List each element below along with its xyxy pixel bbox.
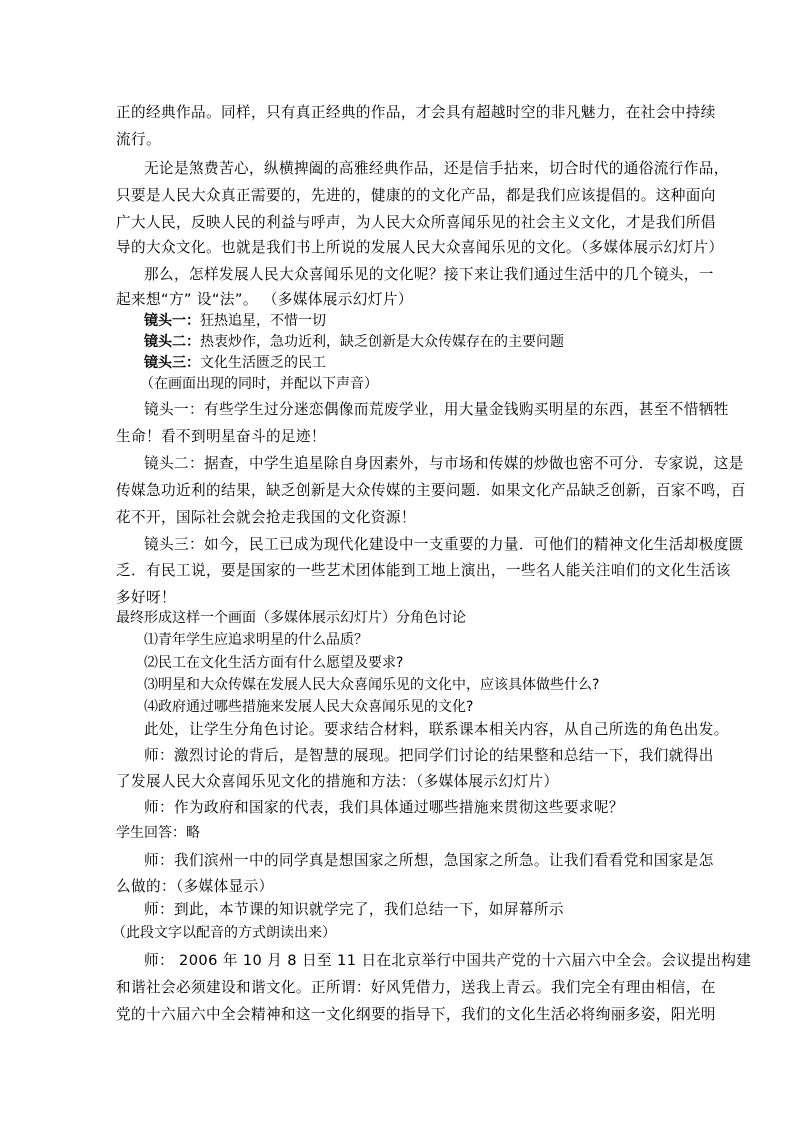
paragraph-line: 正的经典作品。同样，只有真正经典的作品，才会具有超越时空的非凡魅力，在社会中持续 (116, 104, 716, 121)
paragraph-line: 导的大众文化。也就是我们书上所说的发展人民大众喜闻乐见的文化。（多媒体展示幻灯片） (116, 239, 724, 256)
paragraph-line: 无论是煞费苦心，纵横捭阖的高雅经典作品，还是信手拈来，切合时代的通俗流行作品， (144, 160, 729, 177)
scene-item (144, 311, 326, 331)
question-item: ⑵民工在文化生活方面有什么愿望及要求? (144, 655, 404, 671)
paragraph-line: 学生回答：略 (116, 825, 200, 841)
scene-item (144, 332, 564, 352)
paragraph-line: 镜头二：据查，中学生追星除自身因素外，与市场和传媒的炒做也密不可分．专家说，这是 (144, 455, 744, 472)
paragraph-line: 镜头三：如今，民工已成为现代化建设中一支重要的力量．可他们的精神文化生活却极度匮 (144, 536, 744, 553)
paragraph-line: 师：到此，本节课的知识就学完了，我们总结一下，如屏幕所示 (144, 901, 564, 918)
paragraph-line: 只要是人民大众真正需要的，先进的，健康的的文化产品，都是我们应该提倡的。这种面向 (116, 187, 716, 204)
paragraph-line: 师：激烈讨论的背后，是智慧的展现。把同学们讨论的结果整和总结一下，我们就得出 (144, 747, 714, 764)
scene-label: 镜头一： (144, 313, 200, 329)
paragraph-line: 最终形成这样一个画面（多媒体展示幻灯片）分角色讨论 (116, 610, 466, 626)
scene-text: 文化生活匮乏的民工 (200, 355, 326, 371)
paragraph-line: 起来想“方” 设“法”。 （多媒体展示幻灯片） (116, 291, 413, 308)
paragraph-line: 师：作为政府和国家的代表，我们具体通过哪些措施来贯彻这些要求呢？ (144, 799, 624, 816)
paragraph-line: （在画面出现的同时，并配以下声音） (140, 376, 378, 392)
question-item: ⑷政府通过哪些措施来发展人民大众喜闻乐见的文化? (144, 699, 474, 715)
question-item: ⑶明星和大众传媒在发展人民大众喜闻乐见的文化中，应该具体做些什么? (144, 677, 600, 693)
paragraph-line: 么做的：（多媒体显示） (116, 878, 274, 895)
paragraph-line: 生命！看不到明星奋斗的足迹！ (116, 428, 326, 445)
paragraph-line: 传媒急功近利的结果，缺乏创新是大众传媒的主要问题．如果文化产品缺乏创新，百家不鸣，百 (116, 482, 746, 499)
paragraph-line: 多好呀！ (116, 589, 176, 606)
scene-item (144, 353, 326, 373)
scene-text: 热衷炒作，急功近利，缺乏创新是大众传媒存在的主要问题 (200, 334, 564, 350)
paragraph-line: 了发展人民大众喜闻乐见文化的措施和方法：（多媒体展示幻灯片） (116, 773, 559, 790)
paragraph-line: 师：我们滨州一中的同学真是想国家之所想，急国家之所急。让我们看看党和国家是怎 (144, 852, 714, 869)
scene-label: 镜头三： (144, 355, 200, 371)
paragraph-line: 乏．有民工说，要是国家的一些艺术团体能到工地上演出，一些名人能关注咱们的文化生活该 (116, 562, 731, 579)
paragraph-line: 此处，让学生分角色讨论。要求结合材料，联系课本相关内容，从自己所选的角色出发。 (144, 721, 729, 738)
scene-label: 镜头二： (144, 334, 200, 350)
paragraph-line: 广大人民，反映人民的利益与呼声，为人民大众所喜闻乐见的社会主义文化，才是我们所倡 (116, 214, 716, 231)
paragraph-line: 流行。 (116, 131, 161, 148)
paragraph-line: 师： 2006 年 10 月 8 日至 11 日在北京举行中国共产党的十六届六中全会。会议提出构建 (144, 952, 752, 969)
paragraph-line: （此段文字以配音的方式朗读出来） (112, 925, 336, 941)
paragraph-line: 那么，怎样发展人民大众喜闻乐见的文化呢？接下来让我们通过生活中的几个镜头，一 (144, 266, 714, 283)
scene-text: 狂热追星，不惜一切 (200, 313, 326, 329)
paragraph-line: 党的十六届六中全会精神和这一文化纲要的指导下，我们的文化生活必将绚丽多姿，阳光明 (116, 1006, 716, 1023)
paragraph-line: 和谐社会必须建设和谐文化。正所谓：好风凭借力，送我上青云。我们完全有理由相信，在 (116, 979, 716, 996)
paragraph-line: 镜头一：有些学生过分迷恋偶像而荒废学业，用大量金钱购买明星的东西，甚至不惜牺牲 (144, 401, 729, 418)
paragraph-line: 花不开，国际社会就会抢走我国的文化资源！ (116, 509, 416, 526)
question-item: ⑴青年学生应追求明星的什么品质？ (144, 632, 368, 648)
